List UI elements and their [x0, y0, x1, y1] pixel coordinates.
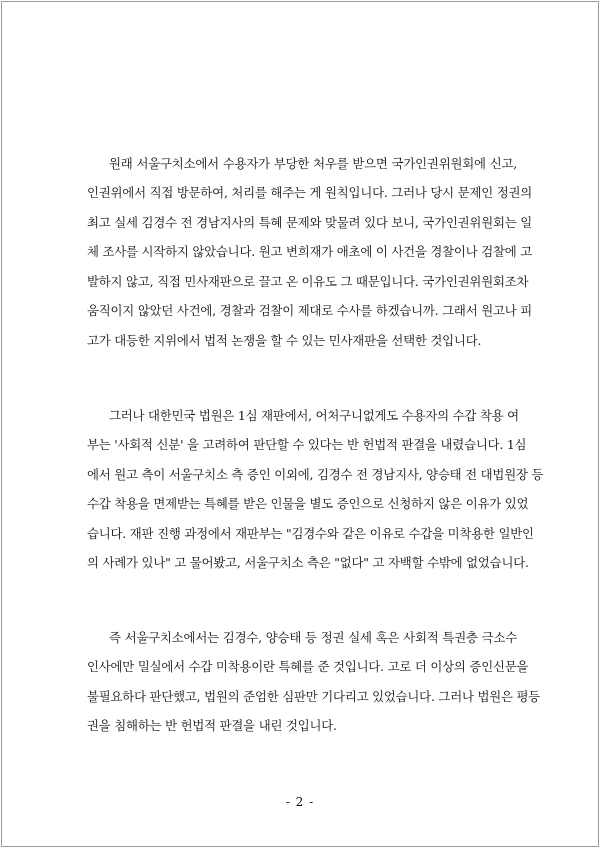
paragraph-2-line-3: 에서 원고 측이 서울구치소 측 증인 이외에, 김경수 전 경남지사, 양승태 전 대법원장 등 — [87, 467, 544, 482]
paragraph-2-line-5: 습니다. 재판 진행 과정에서 재판부는 "김경수와 같은 이유로 수갑을 미착용한 일반인 — [87, 526, 534, 541]
page-number: - 2 - — [285, 795, 315, 809]
paragraph-1-line-2: 인권위에서 직접 방문하여, 처리를 해주는 게 원칙입니다. 그러나 당시 문제인 정권의 — [87, 185, 533, 200]
paragraph-2-line-4: 수갑 착용을 면제받는 특혜를 받은 인물을 별도 증인으로 신청하지 않은 이유가 있었 — [87, 496, 529, 511]
paragraph-3-line-1: 즉 서울구치소에서는 김경수, 양승태 등 정권 실세 혹은 사회적 특권층 극소수 — [109, 630, 517, 645]
paragraph-1-line-5: 발하지 않고, 직접 민사재판으로 끌고 온 이유도 그 때문입니다. 국가인권위원회조차 — [87, 274, 529, 289]
paragraph-2-line-2: 부는 '사회적 신분' 을 고려하여 판단할 수 있다는 반 헌법적 판결을 내렸습니다. 1심 — [87, 437, 527, 452]
paragraph-3-line-2: 인사에만 밀실에서 수갑 미착용이란 특혜를 준 것입니다. 고로 더 이상의 증인신문을 — [87, 659, 529, 674]
paragraph-2-line-6: 의 사례가 있나" 고 물어봤고, 서울구치소 측은 "없다" 고 자백할 수밖에 없었습니다. — [87, 555, 529, 570]
paragraph-1-line-1: 원래 서울구치소에서 수용자가 부당한 처우를 받으면 국가인권위원회에 신고, — [109, 156, 517, 171]
paragraph-1-line-3: 최고 실세 김경수 전 경남지사의 특혜 문제와 맞물려 있다 보니, 국가인권위원회는 일 — [87, 215, 533, 230]
paragraph-3-line-3: 불필요하다 판단했고, 법원의 준엄한 심판만 기다리고 있었습니다. 그러나 법원은 평등 — [87, 689, 541, 704]
paragraph-1-line-6: 움직이지 않았던 사건에, 경찰과 검찰이 제대로 수사를 하겠습니까. 그래서 원고나 피 — [87, 303, 533, 318]
paragraph-2-line-1: 그러나 대한민국 법원은 1심 재판에서, 어처구니없게도 수용자의 수갑 착용 여 — [109, 408, 519, 423]
document-page — [1, 1, 599, 847]
paragraph-3-line-4: 권을 침해하는 반 헌법적 판결을 내린 것입니다. — [87, 718, 337, 733]
paragraph-1-line-4: 체 조사를 시작하지 않았습니다. 원고 변희재가 애초에 이 사건을 경찰이나 검찰에 고 — [87, 244, 533, 259]
paragraph-1-line-7: 고가 대등한 지위에서 법적 논쟁을 할 수 있는 민사재판을 선택한 것입니다. — [87, 333, 482, 348]
